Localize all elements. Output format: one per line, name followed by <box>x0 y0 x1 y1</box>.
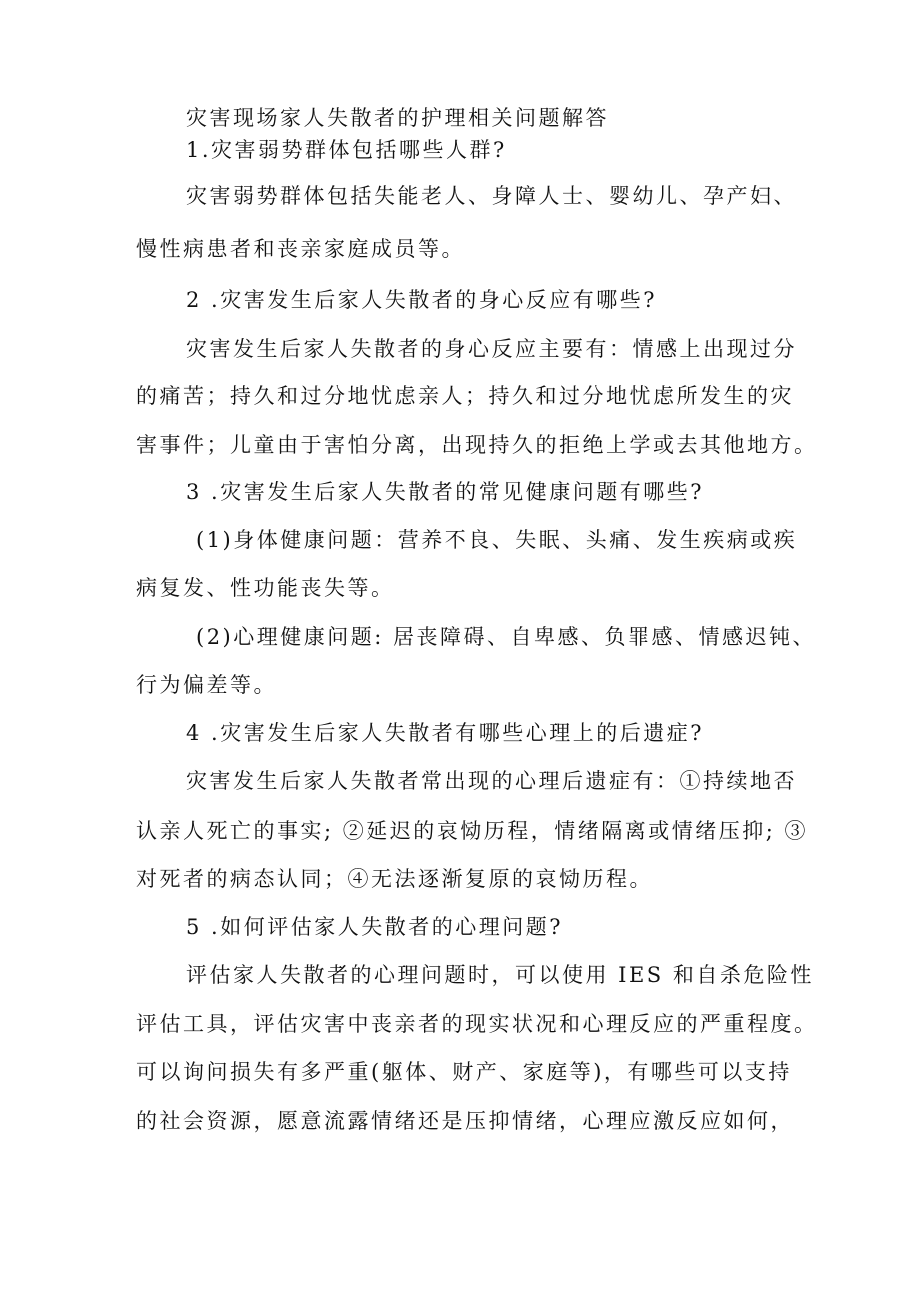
answer-4-line-3: 对死者的病态认同；④无法逐渐复原的哀恸历程。 <box>136 867 653 891</box>
answer-3-item-1-line-1: (1)身体健康问题：营养不良、失眠、头痛、发生疾病或疾 <box>196 528 798 552</box>
question-2: 2 .灾害发生后家人失散者的身心反应有哪些? <box>186 288 657 312</box>
answer-4-line-2: 认亲人死亡的事实; ②延迟的哀恸历程，情绪隔离或情绪压抑; ③ <box>136 819 808 843</box>
answer-2-line-3: 害事件；儿童由于害怕分离，出现持久的拒绝上学或去其他地方。 <box>136 433 818 457</box>
answer-2-line-1: 灾害发生后家人失散者的身心反应主要有：情感上出现过分 <box>186 337 797 361</box>
answer-3-item-1-line-2: 病复发、性功能丧失等。 <box>136 576 395 600</box>
answer-3-item-2-line-1: (2)心理健康问题: 居丧障碍、自卑感、负罪感、情感迟钝、 <box>196 625 816 649</box>
answer-4-line-1: 灾害发生后家人失散者常出现的心理后遗症有：①持续地否 <box>186 769 797 793</box>
document-title: 灾害现场家人失散者的护理相关问题解答 <box>186 106 609 130</box>
answer-2-line-2: 的痛苦；持久和过分地忧虑亲人；持久和过分地忧虑所发生的灾 <box>136 384 794 408</box>
answer-3-item-2-line-2: 行为偏差等。 <box>136 673 277 697</box>
question-4: 4 .灾害发生后家人失散者有哪些心理上的后遗症? <box>186 721 704 745</box>
question-1: 1.灾害弱势群体包括哪些人群? <box>186 138 507 162</box>
answer-5-line-3: 可以询问损失有多严重(躯体、财产、家庭等)，有哪些可以支持 <box>136 1060 792 1084</box>
question-3: 3 .灾害发生后家人失散者的常见健康问题有哪些? <box>186 480 704 504</box>
answer-1-line-2: 慢性病患者和丧亲家庭成员等。 <box>136 237 465 261</box>
question-5: 5 .如何评估家人失散者的心理问题? <box>186 915 563 939</box>
answer-5-line-4: 的社会资源，愿意流露情绪还是压抑情绪，心理应激反应如何， <box>136 1109 794 1133</box>
answer-5-line-2: 评估工具，评估灾害中丧亲者的现实状况和心理反应的严重程度。 <box>136 1012 818 1036</box>
answer-5-line-1: 评估家人失散者的心理问题时，可以使用 IES 和自杀危险性 <box>186 963 814 987</box>
answer-1-line-1: 灾害弱势群体包括失能老人、身障人士、婴幼儿、孕产妇、 <box>186 184 797 208</box>
